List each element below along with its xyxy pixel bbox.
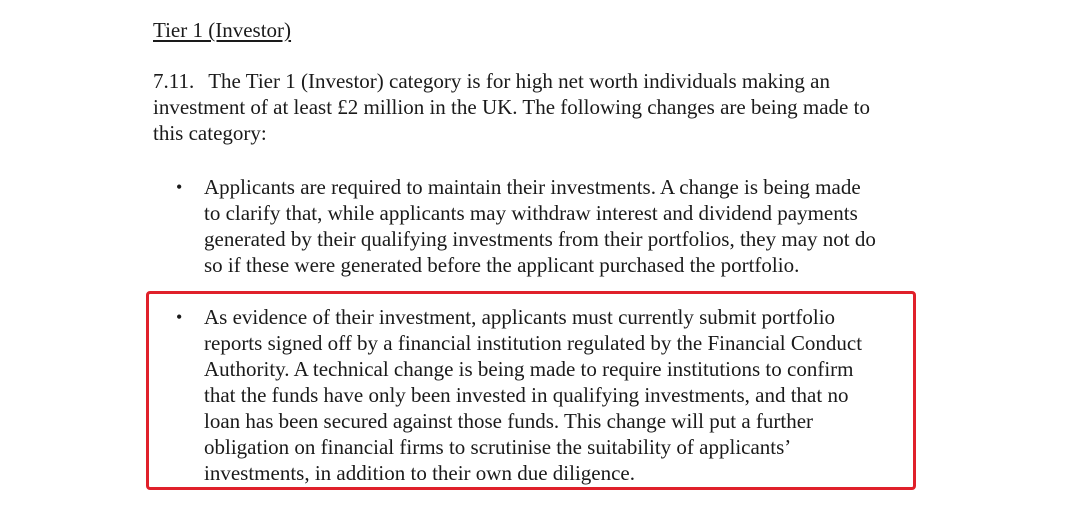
bullet-line: Applicants are required to maintain their investments. A change is being made bbox=[204, 175, 861, 199]
paragraph-line-text: The Tier 1 (Investor) category is for high net worth individuals making an bbox=[208, 69, 830, 93]
bullet-line: Authority. A technical change is being made to require institutions to confirm bbox=[204, 357, 854, 381]
paragraph-number: 7.11. bbox=[153, 69, 195, 93]
bullet-line: As evidence of their investment, applicants must currently submit portfolio bbox=[204, 305, 836, 329]
paragraph-line bbox=[153, 68, 943, 94]
bullet-line: obligation on financial firms to scrutinise the suitability of applicants’ bbox=[204, 435, 792, 459]
bullet-line: loan has been secured against those funds. This change will put a further bbox=[204, 409, 814, 433]
paragraph-7-11 bbox=[153, 68, 943, 146]
bullet-icon: • bbox=[176, 307, 183, 327]
paragraph-line: investment of at least £2 million in the UK. The following changes are being made to bbox=[153, 95, 870, 119]
bullet-line: that the funds have only been invested in qualifying investments, and that no bbox=[204, 383, 849, 407]
section-heading: Tier 1 (Investor) bbox=[153, 18, 292, 42]
bullet-text bbox=[204, 304, 944, 486]
bullet-icon: • bbox=[176, 177, 183, 197]
bullet-line: so if these were generated before the applicant purchased the portfolio. bbox=[204, 253, 800, 277]
paragraph-line: this category: bbox=[153, 121, 267, 145]
bullet-text bbox=[204, 174, 944, 278]
bullet-line: investments, in addition to their own due diligence. bbox=[204, 461, 636, 485]
bullet-line: to clarify that, while applicants may withdraw interest and dividend payments bbox=[204, 201, 858, 225]
bullet-line: generated by their qualifying investments from their portfolios, they may not do bbox=[204, 227, 876, 251]
bullet-line: reports signed off by a financial institution regulated by the Financial Conduct bbox=[204, 331, 863, 355]
